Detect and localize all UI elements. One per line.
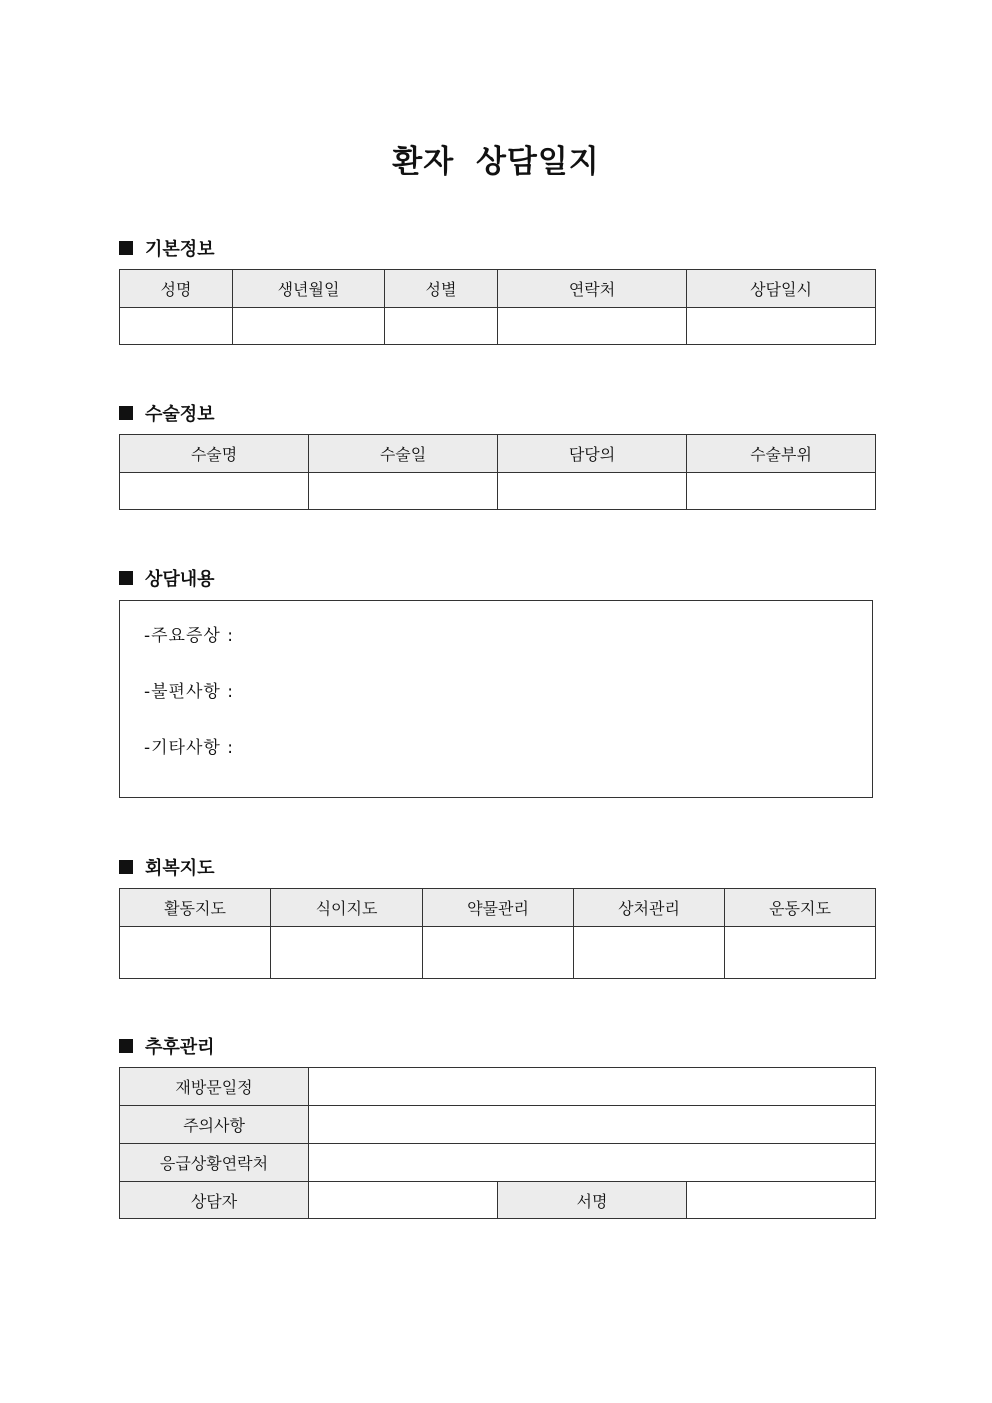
header-medication: 약물관리 (423, 889, 574, 927)
recovery-guide-table (119, 888, 876, 979)
main-symptom-line: -주요증상 : (144, 626, 234, 646)
header-birthdate: 생년월일 (233, 270, 385, 308)
other-notes-line: -기타사항 : (144, 738, 234, 758)
cell-contact[interactable] (498, 308, 687, 345)
header-consult-datetime: 상담일시 (687, 270, 876, 308)
cell-medication[interactable] (423, 927, 574, 979)
basic-info-table (119, 269, 876, 345)
cell-surgery-site[interactable] (687, 473, 876, 510)
cell-doctor[interactable] (498, 473, 687, 510)
section-heading-followup (119, 1034, 215, 1058)
cell-surgery-date[interactable] (309, 473, 498, 510)
cell-emergency-contact[interactable] (309, 1144, 876, 1182)
cell-surgery-name[interactable] (120, 473, 309, 510)
header-diet: 식이지도 (271, 889, 423, 927)
page-title: 환자 상담일지 (392, 144, 600, 180)
section-heading-label: 추후관리 (145, 1037, 215, 1058)
header-activity: 활동지도 (120, 889, 271, 927)
cell-gender[interactable] (385, 308, 498, 345)
square-bullet-icon (119, 406, 133, 420)
header-doctor: 담당의 (498, 435, 687, 473)
section-heading-recovery (119, 855, 215, 879)
header-surgery-date: 수술일 (309, 435, 498, 473)
square-bullet-icon (119, 571, 133, 585)
header-name: 성명 (120, 270, 233, 308)
section-heading-label: 회복지도 (145, 858, 215, 879)
label-counselor: 상담자 (120, 1182, 309, 1219)
cell-precautions[interactable] (309, 1106, 876, 1144)
header-surgery-name: 수술명 (120, 435, 309, 473)
cell-wound-care[interactable] (574, 927, 725, 979)
square-bullet-icon (119, 241, 133, 255)
label-signature: 서명 (498, 1182, 687, 1219)
cell-birthdate[interactable] (233, 308, 385, 345)
consult-content-box[interactable] (119, 600, 873, 798)
cell-activity[interactable] (120, 927, 271, 979)
label-emergency-contact: 응급상황연락처 (120, 1144, 309, 1182)
section-heading-label: 수술정보 (145, 404, 215, 425)
square-bullet-icon (119, 1039, 133, 1053)
section-heading-surgery (119, 401, 215, 425)
section-heading-label: 상담내용 (145, 569, 215, 590)
label-precautions: 주의사항 (120, 1106, 309, 1144)
header-contact: 연락처 (498, 270, 687, 308)
cell-consult-datetime[interactable] (687, 308, 876, 345)
cell-diet[interactable] (271, 927, 423, 979)
header-surgery-site: 수술부위 (687, 435, 876, 473)
square-bullet-icon (119, 860, 133, 874)
header-exercise: 운동지도 (725, 889, 876, 927)
cell-counselor[interactable] (309, 1182, 498, 1219)
cell-signature[interactable] (687, 1182, 876, 1219)
cell-name[interactable] (120, 308, 233, 345)
surgery-info-table (119, 434, 876, 510)
header-gender: 성별 (385, 270, 498, 308)
section-heading-basic (119, 236, 215, 260)
label-revisit-schedule: 재방문일정 (120, 1068, 309, 1106)
cell-exercise[interactable] (725, 927, 876, 979)
discomfort-line: -불편사항 : (144, 682, 234, 702)
cell-revisit-schedule[interactable] (309, 1068, 876, 1106)
section-heading-label: 기본정보 (145, 239, 215, 260)
section-heading-consult (119, 566, 215, 590)
header-wound-care: 상처관리 (574, 889, 725, 927)
followup-table (119, 1067, 876, 1219)
